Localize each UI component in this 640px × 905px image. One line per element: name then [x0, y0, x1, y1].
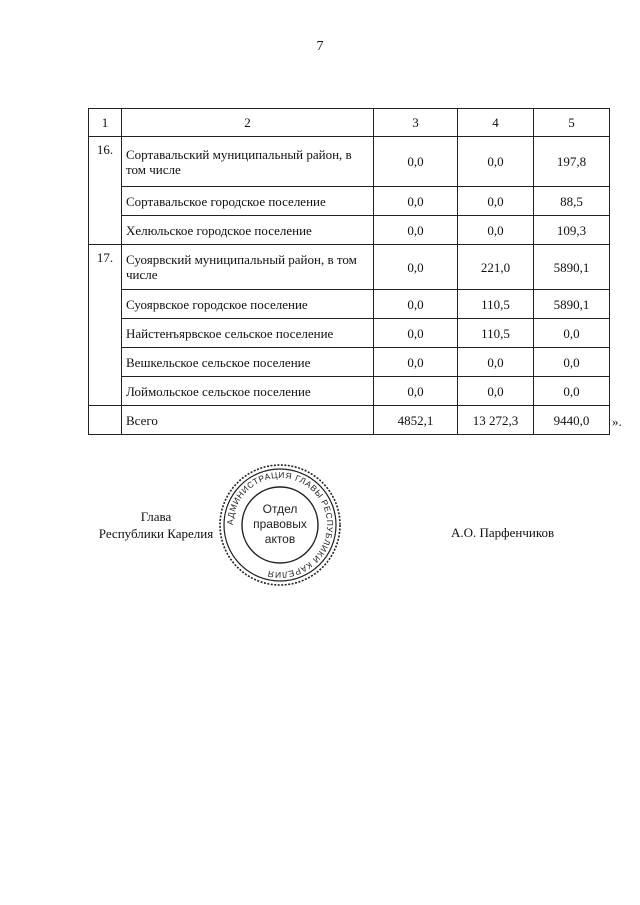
- row-number: 16.: [89, 137, 122, 245]
- header-cell: 2: [122, 109, 374, 137]
- signer-title: [76, 508, 236, 542]
- value-col5: 197,8: [534, 137, 610, 187]
- header-cell: 3: [374, 109, 458, 137]
- closing-quote: ».: [612, 414, 622, 429]
- value-col5: 109,3: [534, 216, 610, 245]
- signer-name: А.О. Парфенчиков: [451, 525, 555, 540]
- municipality-name: Найстенъярвское сельское поселение: [122, 319, 374, 348]
- value-col5: 5890,1: [534, 245, 610, 290]
- budget-table: [88, 108, 610, 435]
- header-cell: 1: [89, 109, 122, 137]
- value-col4: 0,0: [458, 216, 534, 245]
- municipality-name: Лоймольское сельское поселение: [122, 377, 374, 406]
- signer-title-line1: Глава: [140, 509, 172, 524]
- value-col3: 0,0: [374, 187, 458, 216]
- total-col3: 4852,1: [374, 406, 458, 435]
- page-number: 7: [316, 39, 324, 54]
- table-row: [89, 137, 610, 187]
- table-header-row: [89, 109, 610, 137]
- table-row: [89, 290, 610, 319]
- value-col5: 0,0: [534, 377, 610, 406]
- value-col4: 0,0: [458, 187, 534, 216]
- row-number: 17.: [89, 245, 122, 406]
- table-row: [89, 216, 610, 245]
- stamp-ring-text: АДМИНИСТРАЦИЯ ГЛАВЫ РЕСПУБЛИКИ КАРЕЛИЯ: [224, 469, 336, 581]
- table-row: [89, 319, 610, 348]
- value-col3: 0,0: [374, 319, 458, 348]
- municipality-name: Сортавальский муниципальный район, в том числе: [122, 137, 374, 187]
- value-col4: 221,0: [458, 245, 534, 290]
- value-col3: 0,0: [374, 290, 458, 319]
- value-col5: 0,0: [534, 348, 610, 377]
- value-col3: 0,0: [374, 245, 458, 290]
- value-col3: 0,0: [374, 137, 458, 187]
- total-col4: 13 272,3: [458, 406, 534, 435]
- official-stamp: [216, 461, 344, 589]
- table-row: [89, 348, 610, 377]
- value-col5: 0,0: [534, 319, 610, 348]
- header-cell: 5: [534, 109, 610, 137]
- value-col5: 88,5: [534, 187, 610, 216]
- table-row: [89, 377, 610, 406]
- value-col4: 0,0: [458, 377, 534, 406]
- stamp-line2: правовых: [253, 517, 307, 531]
- value-col4: 0,0: [458, 137, 534, 187]
- value-col3: 0,0: [374, 377, 458, 406]
- municipality-name: Хелюльское городское поселение: [122, 216, 374, 245]
- municipality-name: Суоярвское городское поселение: [122, 290, 374, 319]
- signer-title-line2: Республики Карелия: [98, 526, 214, 541]
- value-col4: 110,5: [458, 319, 534, 348]
- value-col3: 0,0: [374, 348, 458, 377]
- table-row: [89, 245, 610, 290]
- total-col5: 9440,0: [534, 406, 610, 435]
- municipality-name: Вешкельское сельское поселение: [122, 348, 374, 377]
- value-col4: 0,0: [458, 348, 534, 377]
- table-row: [89, 187, 610, 216]
- table-total-row: [89, 406, 610, 435]
- municipality-name: Суоярвский муниципальный район, в том числе: [122, 245, 374, 290]
- header-cell: 4: [458, 109, 534, 137]
- value-col4: 110,5: [458, 290, 534, 319]
- municipality-name: Сортавальское городское поселение: [122, 187, 374, 216]
- total-label: Всего: [122, 406, 374, 435]
- stamp-line1: Отдел: [262, 502, 298, 516]
- value-col5: 5890,1: [534, 290, 610, 319]
- value-col3: 0,0: [374, 216, 458, 245]
- row-number: [89, 406, 122, 435]
- stamp-line3: актов: [264, 532, 296, 546]
